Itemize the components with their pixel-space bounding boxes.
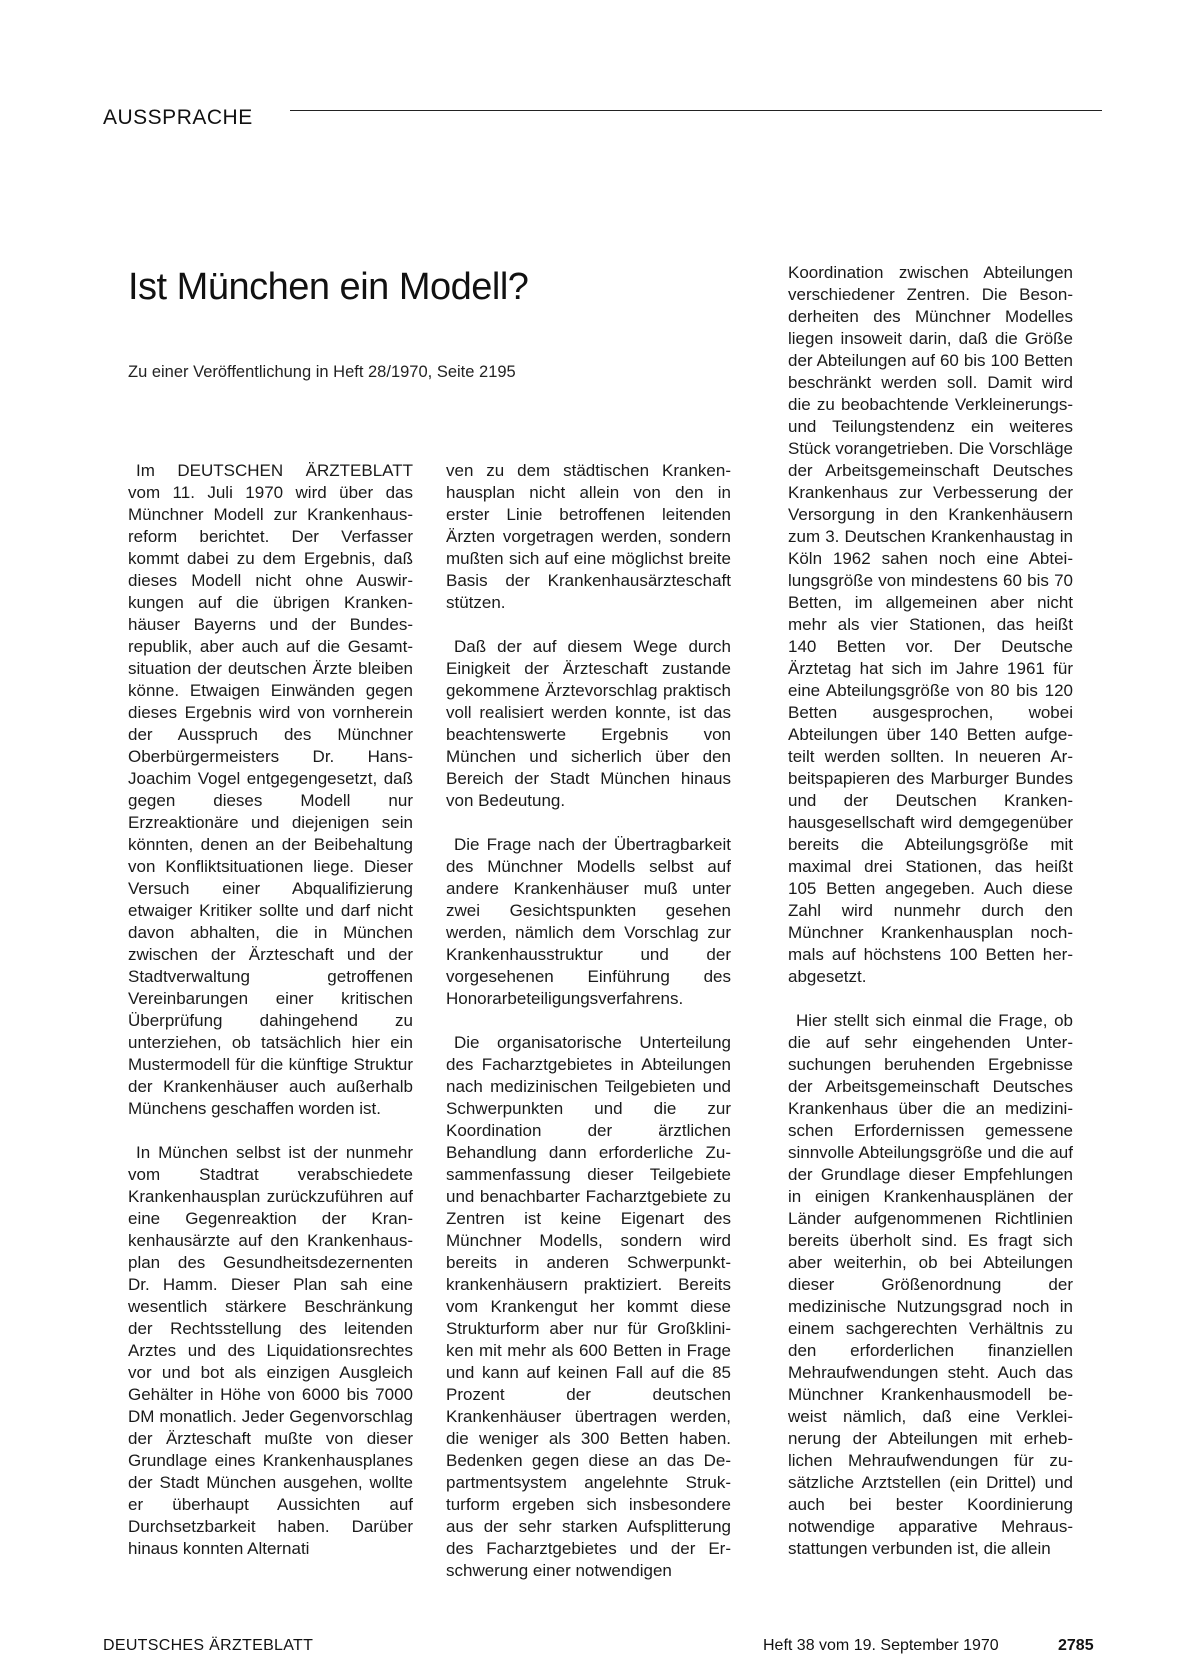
footer-publication: DEUTSCHES ÄRZTEBLATT <box>103 1637 314 1654</box>
paragraph: Im DEUTSCHEN ÄRZTEBLATT vom 11. Juli 1970 wird über das Münchner Modell zur Krankenhausreform berichtet. Der Verfasser kommt dabei zu dem Ergebnis, daß dieses Modell nicht ohne Auswirkungen auf die übrigen Krankenhäuser Bayerns und der Bundesrepublik, aber auch auf die Gesamtsituation der deutschen Ärzte bleiben könne. Etwaigen Einwänden gegen dieses Ergebnis wird von vornherein der Ausspruch des Münchner Oberbürgermeisters Dr. Hans-Joachim Vogel entgegengesetzt, daß gegen dieses Modell nur Erzreaktionäre und diejenigen sein könnten, denen an der Beibehaltung von Konfliktsituationen liege. Dieser Versuch einer Abqualifizierung etwaiger Kritiker sollte und darf nicht davon abhalten, die in München zwischen der Ärzteschaft und der Stadtverwaltung getroffenen Vereinbarungen einer kritischen Überprüfung dahingehend zu unterziehen, ob tatsächlich hier ein Mustermodell für die künftige Struktur der Krankenhäuser auch außerhalb Münchens geschaffen worden ist. <box>128 461 413 1118</box>
paragraph: Die organisatorische Unterteilung des Facharztgebietes in Abteilungen nach medizinischen Teilgebieten und Schwerpunkten und die zur Koordination der ärztlichen Behandlung dann erforderliche Zusammenfassung dieser Teilgebiete und benachbarter Facharztgebiete zu Zentren ist keine Eigenart des Münchner Modells, sondern wird bereits in anderen Schwerpunktkrankenhäusern praktiziert. Bereits vom Krankengut her kommt diese Strukturform aber nur für Großkliniken mit mehr als 600 Betten in Frage und kann auf keinen Fall auf die 85 Prozent der deutschen Krankenhäuser übertragen werden, die weniger als 300 Betten haben. Bedenken gegen diese an das Departmentsystem angelehnte Strukturform ergeben sich insbesondere aus der sehr starken Aufsplitterung des Facharztgebietes und der Erschwerung einer notwendigen <box>446 1033 731 1580</box>
page-number: 2785 <box>1058 1637 1094 1654</box>
paragraph: ven zu dem städtischen Krankenhausplan nicht allein von den in erster Linie betroffenen leitenden Ärzten vorgetragen werden, sondern mußten sich auf eine möglichst breite Basis der Krankenhausärzteschaft stützen. <box>446 461 731 612</box>
article-subtitle: Zu einer Veröffentlichung in Heft 28/1970, Seite 2195 <box>128 363 516 381</box>
paragraph: Koordination zwischen Abteilungen verschiedener Zentren. Die Besonderheiten des Münchner Modelles liegen insoweit darin, daß die Größe der Abteilungen auf 60 bis 100 Betten beschränkt werden soll. Damit wird die zu beobachtende Verkleinerungs- und Teilungstendenz ein weiteres Stück vorangetrieben. Die Vorschläge der Arbeitsgemeinschaft Deutsches Krankenhaus zur Verbesserung der Versorgung in den Krankenhäusern zum 3. Deutschen Krankenhaustag in Köln 1962 sahen noch eine Abteilungsgröße von mindestens 60 bis 70 Betten, im allgemeinen aber nicht mehr als vier Stationen, das heißt 140 Betten vor. Der Deutsche Ärztetag hat sich im Jahre 1961 für eine Abteilungsgröße von 80 bis 120 Betten ausgesprochen, wobei Abteilungen über 140 Betten aufgeteilt werden sollten. In neueren Arbeitspapieren des Marburger Bundes und der Deutschen Krankenhausgesellschaft wird demgegenüber bereits die Abteilungsgröße mit maximal drei Stationen, das heißt 105 Betten angegeben. Auch diese Zahl wird nunmehr durch den Münchner Krankenhausplan nochmals auf höchstens 100 Betten herabgesetzt. <box>788 263 1073 986</box>
footer-issue: Heft 38 vom 19. September 1970 <box>763 1637 999 1654</box>
section-rule <box>290 110 1102 111</box>
article-title: Ist München ein Modell? <box>128 266 529 308</box>
text-column-2 <box>446 460 731 1582</box>
paragraph: In München selbst ist der nunmehr vom Stadtrat verabschiedete Krankenhausplan zurückzuführen auf eine Gegenreaktion der Krankenhausärzte auf den Krankenhausplan des Gesundheitsdezernenten Dr. Hamm. Dieser Plan sah eine wesentlich stärkere Beschränkung der Rechtsstellung des leitenden Arztes und des Liquidationsrechtes vor und bot als einzigen Ausgleich Gehälter in Höhe von 6000 bis 7000 DM monatlich. Jeder Gegenvorschlag der Ärzteschaft mußte von dieser Grundlage eines Krankenhausplanes der Stadt München ausgehen, wollte er überhaupt Aussichten auf Durchsetzbarkeit haben. Darüber hinaus konnten Alternati <box>128 1143 413 1558</box>
section-label: AUSSPRACHE <box>103 106 253 129</box>
paragraph: Hier stellt sich einmal die Frage, ob die auf sehr eingehenden Untersuchungen beruhenden Ergebnisse der Arbeitsgemeinschaft Deutsches Krankenhaus über die an medizinischen Erfordernissen gemessene sinnvolle Abteilungsgröße und die auf der Grundlage dieser Empfehlungen in einigen Krankenhausplänen der Länder aufgenommenen Richtlinien bereits überholt sind. Es fragt sich aber weiterhin, ob bei Abteilungen dieser Größenordnung der medizinische Nutzungsgrad noch in einem sachgerechten Verhältnis zu den erforderlichen finanziellen Mehraufwendungen steht. Auch das Münchner Krankenhausmodell beweist nämlich, daß eine Verkleinerung der Abteilungen mit erheblichen Mehraufwendungen für zusätzliche Arztstellen (ein Drittel) und auch bei bester Koordinierung notwendige apparative Mehrausstattungen verbunden ist, die allein <box>788 1011 1073 1558</box>
paragraph: Die Frage nach der Übertragbarkeit des Münchner Modells selbst auf andere Krankenhäuser muß unter zwei Gesichtspunkten gesehen werden, nämlich dem Vorschlag zur Krankenhausstruktur und der vorgesehenen Einführung des Honorarbeteiligungsverfahrens. <box>446 835 731 1008</box>
text-column-3 <box>788 262 1073 1560</box>
text-column-1 <box>128 460 413 1560</box>
paragraph: Daß der auf diesem Wege durch Einigkeit der Ärzteschaft zustande gekommene Ärztevorschlag praktisch voll realisiert werden konnte, ist das beachtenswerte Ergebnis von München und sicherlich über den Bereich der Stadt München hinaus von Bedeutung. <box>446 637 731 810</box>
